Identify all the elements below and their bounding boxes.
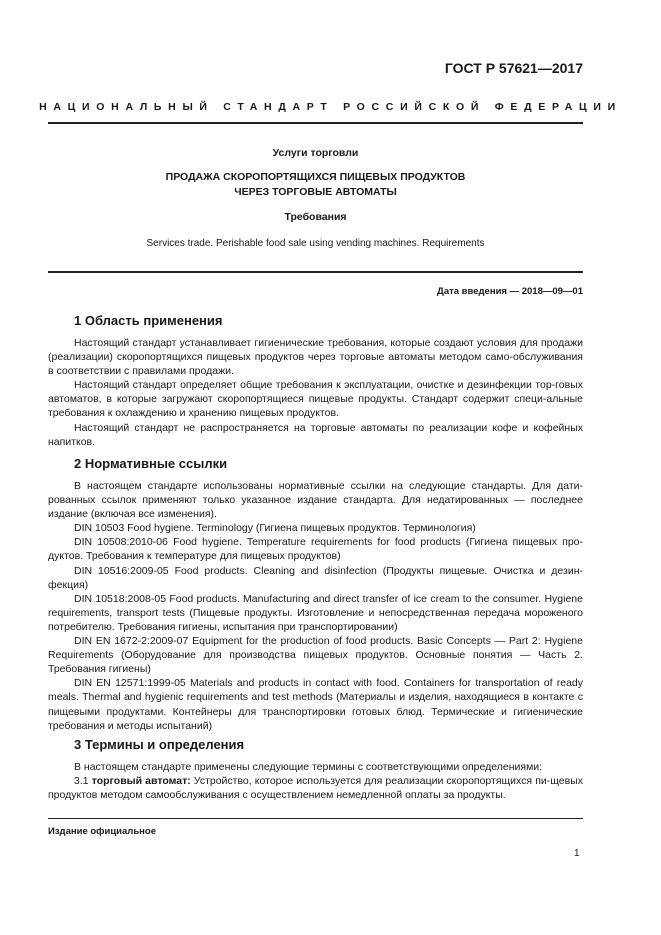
paragraph: В настоящем стандарте применены следующие термины с соответствующими определениями: [74,761,543,773]
footer-divider [48,818,583,819]
title-divider [48,271,583,273]
paragraph: Настоящий стандарт определяет общие требования к эксплуатации, очистке и дезинфекции тор-говых автоматов, в которые загружают скоропортящиеся пищевые продукты. Стандарт содержит специ-альные требования к охлаждению и хранению пищевых продуктов. [48,379,583,420]
paragraph: Настоящий стандарт не распространяется на торговые автоматы по реализации кофе и кофейных напитков. [48,421,583,448]
reference-item: DIN 10508:2010-06 Food hygiene. Temperature requirements for food products (Гигиена пищевых про-дуктов. Требования к температуре для пищевых продуктов) [48,536,583,563]
term-definition [48,774,583,802]
reference-item: DIN 10516:2009-05 Food products. Cleaning and disinfection (Продукты пищевые. Очистка и дезин-фекция) [48,564,583,591]
term-text: Устройство, которое используется для реализации скоропортящихся пи-щевых продуктов методом самообслуживания с осуществлением немедленной оплаты за продукты. [48,775,584,802]
english-title: Services trade. Perishable food sale using vending machines. Requirements [146,238,485,249]
document-title [48,170,583,200]
services-label: Услуги торговли [272,147,359,159]
title-line-1: ПРОДАЖА СКОРОПОРТЯЩИХСЯ ПИЩЕВЫХ ПРОДУКТОВ [165,171,466,183]
official-edition-label: Издание официальное [48,826,156,837]
reference-item: DIN 10503 Food hygiene. Terminology (Гигиена пищевых продуктов. Терминология) [74,522,476,535]
section-3-heading: 3 Термины и определения [74,737,245,752]
section-2-body [48,479,583,733]
document-code: ГОСТ Р 57621—2017 [444,60,583,76]
page-number: 1 [574,848,580,859]
introduction-date: Дата введения — 2018—09—01 [437,286,583,297]
section-1-heading: 1 Область применения [74,313,223,328]
title-line-2: ЧЕРЕЗ ТОРГОВЫЕ АВТОМАТЫ [234,186,397,198]
term-name: торговый автомат: [91,775,191,788]
section-2-heading: 2 Нормативные ссылки [74,456,228,471]
reference-item: DIN EN 12571:1999-05 Materials and products in contact with food. Containers for transportation of ready meals. Thermal and hygienic requirements and test methods (Материалы и изделия, находящиеся в контакте с пищевыми продуктами. Контейнеры для транспортировки готовых блюд. Термические и гигиенические требования и методы испытаний) [48,677,583,732]
term-number: 3.1 [74,775,92,788]
top-divider [48,122,583,124]
section-1-body [48,336,583,449]
reference-item: DIN 10518:2008-05 Food products. Manufacturing and direct transfer of ice cream to the consumer. Hygiene requirements, transport tests (Пищевые продукты. Изготовление и непосредственная передача мороженого потребителю. Требования гигиены, испытания при транспортировании) [48,592,583,633]
national-standard-caption: НАЦИОНАЛЬНЫЙ СТАНДАРТ РОССИЙСКОЙ ФЕДЕРАЦИИ [39,101,622,113]
reference-item: DIN EN 1672-2:2009-07 Equipment for the production of food products. Basic Concepts — Part 2: Hygiene Requirements (Оборудование для производства пищевых продуктов. Основные понятия — Часть 2. Требования гигиены) [48,635,583,676]
section-3-body [48,760,583,802]
requirements-label: Требования [284,211,347,223]
paragraph: Настоящий стандарт устанавливает гигиенические требования, которые создают условия для продажи (реализации) скоропортящихся пищевых продуктов через торговые автоматы методом само-обслуживания в соответствии с правилами продажи. [48,337,583,378]
paragraph: В настоящем стандарте использованы нормативные ссылки на следующие стандарты. Для дати-рованных ссылок применяют только указанное издание стандарта. Для недатированных — последнее издание (включая все изменения). [48,480,583,521]
